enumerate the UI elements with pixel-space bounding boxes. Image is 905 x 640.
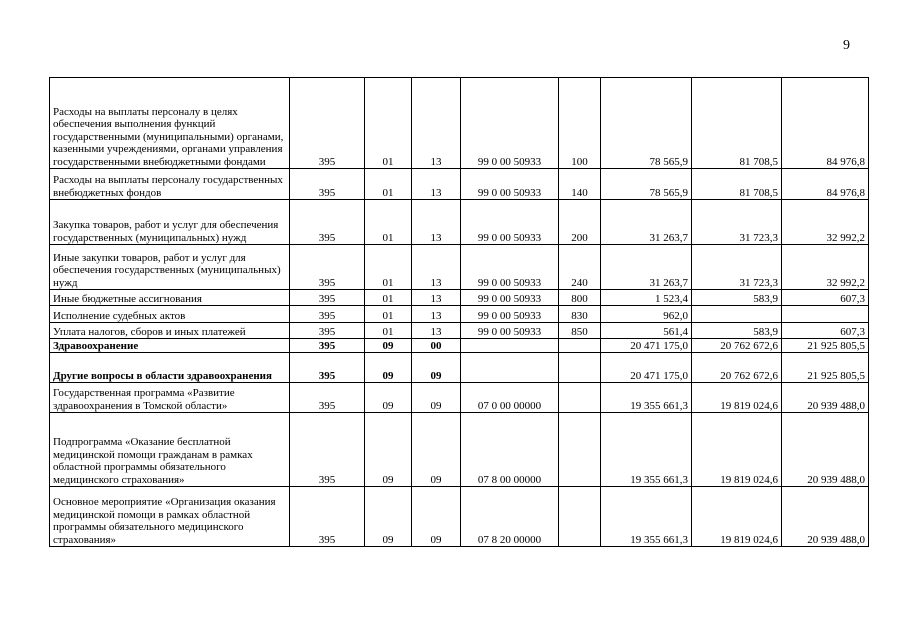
cell-year3: 21 925 805,5 [782, 353, 869, 383]
cell-rz: 01 [365, 200, 412, 245]
row-name: Государственная программа «Развитие здравоохранения в Томской области» [50, 383, 290, 413]
cell-csr: 99 0 00 50933 [461, 169, 559, 200]
cell-year2: 19 819 024,6 [692, 383, 782, 413]
cell-ved: 395 [290, 353, 365, 383]
cell-year1: 1 523,4 [601, 290, 692, 306]
table-row [50, 353, 869, 383]
cell-rz: 09 [365, 413, 412, 487]
cell-year2: 81 708,5 [692, 78, 782, 169]
cell-ved: 395 [290, 169, 365, 200]
row-name: Другие вопросы в области здравоохранения [50, 353, 290, 383]
cell-ved: 395 [290, 306, 365, 323]
cell-vr: 800 [559, 290, 601, 306]
cell-year3: 607,3 [782, 323, 869, 339]
cell-vr: 240 [559, 245, 601, 290]
cell-year2: 583,9 [692, 290, 782, 306]
cell-ved: 395 [290, 383, 365, 413]
cell-year3 [782, 306, 869, 323]
cell-year3: 20 939 488,0 [782, 413, 869, 487]
cell-year1: 19 355 661,3 [601, 383, 692, 413]
cell-vr: 100 [559, 78, 601, 169]
cell-year1: 19 355 661,3 [601, 413, 692, 487]
table-row [50, 200, 869, 245]
cell-csr: 99 0 00 50933 [461, 200, 559, 245]
cell-rz: 01 [365, 169, 412, 200]
row-name: Подпрограмма «Оказание бесплатной медицинской помощи гражданам в рамках областной программы обязательного медицинского страхования» [50, 413, 290, 487]
cell-ved: 395 [290, 487, 365, 547]
cell-vr [559, 487, 601, 547]
cell-year3: 20 939 488,0 [782, 383, 869, 413]
table-row [50, 487, 869, 547]
cell-year1: 78 565,9 [601, 169, 692, 200]
cell-year1: 31 263,7 [601, 245, 692, 290]
cell-csr [461, 353, 559, 383]
cell-rz: 01 [365, 78, 412, 169]
cell-rz: 01 [365, 323, 412, 339]
cell-pr: 13 [412, 290, 461, 306]
cell-year3: 20 939 488,0 [782, 487, 869, 547]
cell-year2: 583,9 [692, 323, 782, 339]
table-row [50, 78, 869, 169]
cell-csr: 07 8 00 00000 [461, 413, 559, 487]
cell-year1: 20 471 175,0 [601, 353, 692, 383]
cell-year2: 19 819 024,6 [692, 413, 782, 487]
cell-year2: 31 723,3 [692, 245, 782, 290]
cell-rz: 09 [365, 339, 412, 353]
table-row [50, 290, 869, 306]
cell-year2: 20 762 672,6 [692, 353, 782, 383]
cell-rz: 01 [365, 290, 412, 306]
cell-pr: 13 [412, 245, 461, 290]
cell-pr: 09 [412, 413, 461, 487]
cell-year2: 31 723,3 [692, 200, 782, 245]
cell-csr: 99 0 00 50933 [461, 323, 559, 339]
cell-ved: 395 [290, 78, 365, 169]
cell-vr [559, 413, 601, 487]
cell-csr: 07 8 20 00000 [461, 487, 559, 547]
page-number: 9 [843, 38, 850, 53]
cell-year1: 20 471 175,0 [601, 339, 692, 353]
row-name: Расходы на выплаты персоналу государственных внебюджетных фондов [50, 169, 290, 200]
cell-pr: 09 [412, 487, 461, 547]
cell-ved: 395 [290, 200, 365, 245]
row-name: Расходы на выплаты персоналу в целях обеспечения выполнения функций государственными (муниципальными) органами, казенными учреждениями, органами управления государственными внебюджетными фондами [50, 78, 290, 169]
cell-year1: 31 263,7 [601, 200, 692, 245]
cell-vr [559, 353, 601, 383]
cell-year1: 19 355 661,3 [601, 487, 692, 547]
cell-vr [559, 339, 601, 353]
cell-year3: 84 976,8 [782, 169, 869, 200]
cell-year3: 32 992,2 [782, 245, 869, 290]
table-row [50, 245, 869, 290]
cell-year2: 20 762 672,6 [692, 339, 782, 353]
table-row [50, 339, 869, 353]
cell-pr: 13 [412, 306, 461, 323]
row-name: Иные закупки товаров, работ и услуг для обеспечения государственных (муниципальных) нужд [50, 245, 290, 290]
cell-ved: 395 [290, 290, 365, 306]
cell-rz: 01 [365, 245, 412, 290]
table-row [50, 306, 869, 323]
cell-vr: 140 [559, 169, 601, 200]
cell-pr: 13 [412, 200, 461, 245]
cell-ved: 395 [290, 339, 365, 353]
cell-pr: 09 [412, 353, 461, 383]
cell-vr: 200 [559, 200, 601, 245]
cell-year2: 81 708,5 [692, 169, 782, 200]
cell-csr: 99 0 00 50933 [461, 78, 559, 169]
cell-pr: 00 [412, 339, 461, 353]
cell-pr: 09 [412, 383, 461, 413]
cell-rz: 01 [365, 306, 412, 323]
table-row [50, 323, 869, 339]
cell-csr: 99 0 00 50933 [461, 290, 559, 306]
cell-pr: 13 [412, 323, 461, 339]
table-row [50, 169, 869, 200]
cell-ved: 395 [290, 323, 365, 339]
cell-rz: 09 [365, 353, 412, 383]
cell-year1: 78 565,9 [601, 78, 692, 169]
cell-pr: 13 [412, 78, 461, 169]
cell-vr: 850 [559, 323, 601, 339]
budget-table [49, 77, 869, 547]
row-name: Закупка товаров, работ и услуг для обеспечения государственных (муниципальных) нужд [50, 200, 290, 245]
cell-year1: 962,0 [601, 306, 692, 323]
cell-pr: 13 [412, 169, 461, 200]
cell-ved: 395 [290, 245, 365, 290]
cell-ved: 395 [290, 413, 365, 487]
cell-year3: 21 925 805,5 [782, 339, 869, 353]
cell-year3: 607,3 [782, 290, 869, 306]
cell-csr [461, 339, 559, 353]
row-name: Основное мероприятие «Организация оказания медицинской помощи в рамках областной программы обязательного медицинского страхования» [50, 487, 290, 547]
cell-year1: 561,4 [601, 323, 692, 339]
cell-year3: 32 992,2 [782, 200, 869, 245]
row-name: Иные бюджетные ассигнования [50, 290, 290, 306]
row-name: Уплата налогов, сборов и иных платежей [50, 323, 290, 339]
cell-year3: 84 976,8 [782, 78, 869, 169]
cell-year2 [692, 306, 782, 323]
cell-vr: 830 [559, 306, 601, 323]
cell-csr: 07 0 00 00000 [461, 383, 559, 413]
cell-csr: 99 0 00 50933 [461, 306, 559, 323]
table-row [50, 413, 869, 487]
cell-csr: 99 0 00 50933 [461, 245, 559, 290]
cell-rz: 09 [365, 487, 412, 547]
cell-vr [559, 383, 601, 413]
row-name: Исполнение судебных актов [50, 306, 290, 323]
row-name: Здравоохранение [50, 339, 290, 353]
cell-rz: 09 [365, 383, 412, 413]
table-row [50, 383, 869, 413]
cell-year2: 19 819 024,6 [692, 487, 782, 547]
